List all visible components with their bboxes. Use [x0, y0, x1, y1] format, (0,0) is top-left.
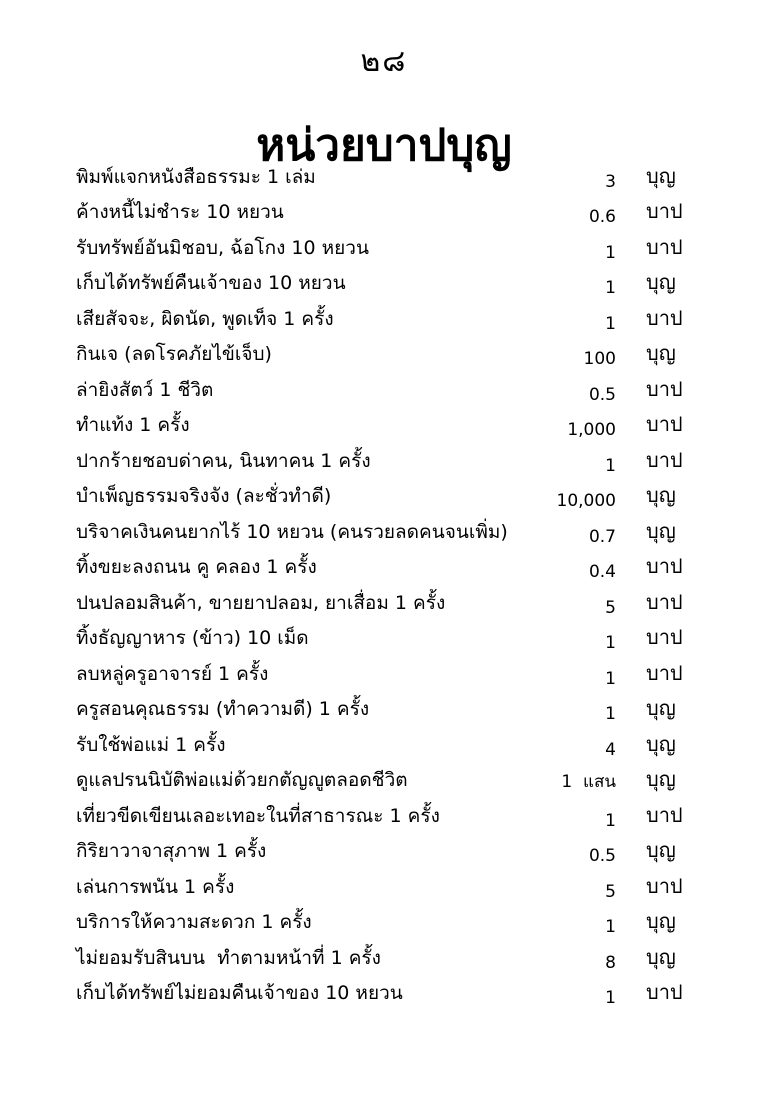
list-item — [76, 624, 716, 660]
item-type: บุญ — [646, 696, 676, 720]
item-amount: 1 — [605, 917, 616, 937]
list-item — [76, 979, 716, 1015]
item-amount: 8 — [605, 952, 616, 973]
item-type: บุญ — [646, 483, 676, 507]
item-amount: 5 — [605, 881, 616, 902]
item-description: รับใช้พ่อแม่ 1 ครั้ง — [76, 733, 226, 756]
item-type: บุญ — [646, 341, 676, 365]
item-description: บำเพ็ญธรรมจริงจัง (ละชั่วทำดี) — [76, 485, 332, 507]
item-amount: 0.5 — [588, 846, 616, 866]
item-type: บุญ — [646, 270, 676, 294]
item-type: บาป — [646, 980, 683, 1004]
item-amount: 1 — [605, 668, 616, 689]
list-item — [76, 943, 716, 979]
list-item — [76, 198, 716, 234]
page-number: ๒๘ — [360, 44, 408, 79]
item-type: บุญ — [646, 944, 676, 969]
item-description: ทิ้งธัญญาหาร (ข้าว) 10 เม็ด — [76, 627, 309, 649]
item-type: บุญ — [646, 731, 676, 756]
list-item — [76, 766, 716, 802]
item-amount: 10,000 — [556, 491, 616, 511]
list-item — [76, 517, 716, 553]
item-type: บาป — [646, 412, 683, 436]
item-type: บุญ — [646, 518, 676, 543]
item-amount: 5 — [605, 597, 616, 618]
item-description: พิมพ์แจกหนังสือธรรมะ 1 เล่ม — [76, 165, 316, 188]
item-type: บาป — [646, 873, 683, 898]
item-type: บุญ — [646, 767, 676, 791]
list-item — [76, 553, 716, 589]
item-amount: 4 — [605, 739, 616, 760]
item-type: บาป — [646, 802, 683, 827]
item-amount: 100 — [583, 349, 616, 369]
item-description: เที่ยวขีดเขียนเลอะเทอะในที่สาธารณะ 1 ครั้ง — [76, 804, 440, 827]
list-item — [76, 446, 716, 482]
item-type: บาป — [646, 447, 683, 472]
item-description: เก็บได้ทรัพย์คืนเจ้าของ 10 หยวน — [76, 272, 346, 294]
list-item — [76, 837, 716, 873]
item-amount: 0.4 — [588, 562, 616, 582]
item-description: ทิ้งขยะลงถนน คู คลอง 1 ครั้ง — [76, 556, 317, 578]
list-item — [76, 482, 716, 518]
list-item — [76, 872, 716, 908]
item-amount: 1 — [605, 278, 616, 298]
item-description: เสียสัจจะ, ผิดนัด, พูดเท็จ 1 ครั้ง — [76, 307, 334, 330]
list-item — [76, 304, 716, 340]
item-type: บุญ — [646, 163, 676, 188]
page-title: หน่วยบาปบุญ — [256, 120, 512, 171]
item-description: กิริยาวาจาสุภาพ 1 ครั้ง — [76, 840, 267, 862]
item-type: บาป — [646, 376, 683, 401]
list-item — [76, 162, 716, 198]
item-amount: 1 — [605, 313, 616, 334]
item-description: ค้างหนี้ไม่ชำระ 10 หยวน — [76, 201, 284, 223]
item-amount: 0.5 — [588, 384, 616, 405]
item-description: บริจาคเงินคนยากไร้ 10 หยวน (คนรวยลดคนจนเพิ่ม) — [76, 520, 508, 543]
list-item — [76, 375, 716, 411]
item-type: บาป — [646, 554, 683, 578]
item-description: ลบหลู่ครูอาจารย์ 1 ครั้ง — [76, 662, 269, 685]
item-amount: 1 แสน — [561, 772, 616, 792]
item-description: ปากร้ายชอบด่าคน, นินทาคน 1 ครั้ง — [76, 449, 371, 472]
item-amount: 1 — [605, 242, 616, 263]
list-item — [76, 411, 716, 447]
item-description: กินเจ (ลดโรคภัยไข้เจ็บ) — [76, 343, 272, 365]
list-item — [76, 730, 716, 766]
item-description: ดูแลปรนนิบัติพ่อแม่ด้วยกตัญญูตลอดชีวิต — [76, 769, 408, 791]
list-item — [76, 659, 716, 695]
list-item — [76, 908, 716, 944]
item-description: เก็บได้ทรัพย์ไม่ยอมคืนเจ้าของ 10 หยวน — [76, 982, 403, 1004]
item-amount: 1 — [605, 633, 616, 653]
item-type: บาป — [646, 234, 683, 259]
item-description: ทำแท้ง 1 ครั้ง — [76, 414, 190, 436]
merit-sin-list — [76, 162, 716, 1014]
item-description: เล่นการพนัน 1 ครั้ง — [76, 875, 235, 898]
item-type: บาป — [646, 625, 683, 649]
item-type: บุญ — [646, 909, 676, 933]
list-item — [76, 269, 716, 305]
item-description: ไม่ยอมรับสินบน ทำตามหน้าที่ 1 ครั้ง — [76, 946, 381, 969]
item-type: บุญ — [646, 838, 676, 862]
list-item — [76, 801, 716, 837]
item-type: บาป — [646, 589, 683, 614]
item-amount: 1 — [605, 704, 616, 724]
item-description: ครูสอนคุณธรรม (ทำความดี) 1 ครั้ง — [76, 698, 370, 720]
item-amount: 0.7 — [588, 526, 616, 547]
item-description: บริการให้ความสะดวก 1 ครั้ง — [76, 911, 312, 933]
item-amount: 1,000 — [567, 420, 616, 440]
item-type: บาป — [646, 305, 683, 330]
item-type: บาป — [646, 660, 683, 685]
item-amount: 1 — [605, 455, 616, 476]
item-type: บาป — [646, 199, 683, 223]
item-description: ปนปลอมสินค้า, ขายยาปลอม, ยาเสื่อม 1 ครั้ง — [76, 591, 446, 614]
item-description: รับทรัพย์อันมิชอบ, ฉ้อโกง 10 หยวน — [76, 236, 369, 259]
list-item — [76, 695, 716, 731]
list-item — [76, 233, 716, 269]
list-item — [76, 588, 716, 624]
item-amount: 3 — [605, 171, 616, 192]
item-amount: 0.6 — [588, 207, 616, 227]
list-item — [76, 340, 716, 376]
item-description: ล่ายิงสัตว์ 1 ชีวิต — [76, 378, 214, 401]
item-amount: 1 — [605, 810, 616, 831]
item-amount: 1 — [605, 988, 616, 1008]
